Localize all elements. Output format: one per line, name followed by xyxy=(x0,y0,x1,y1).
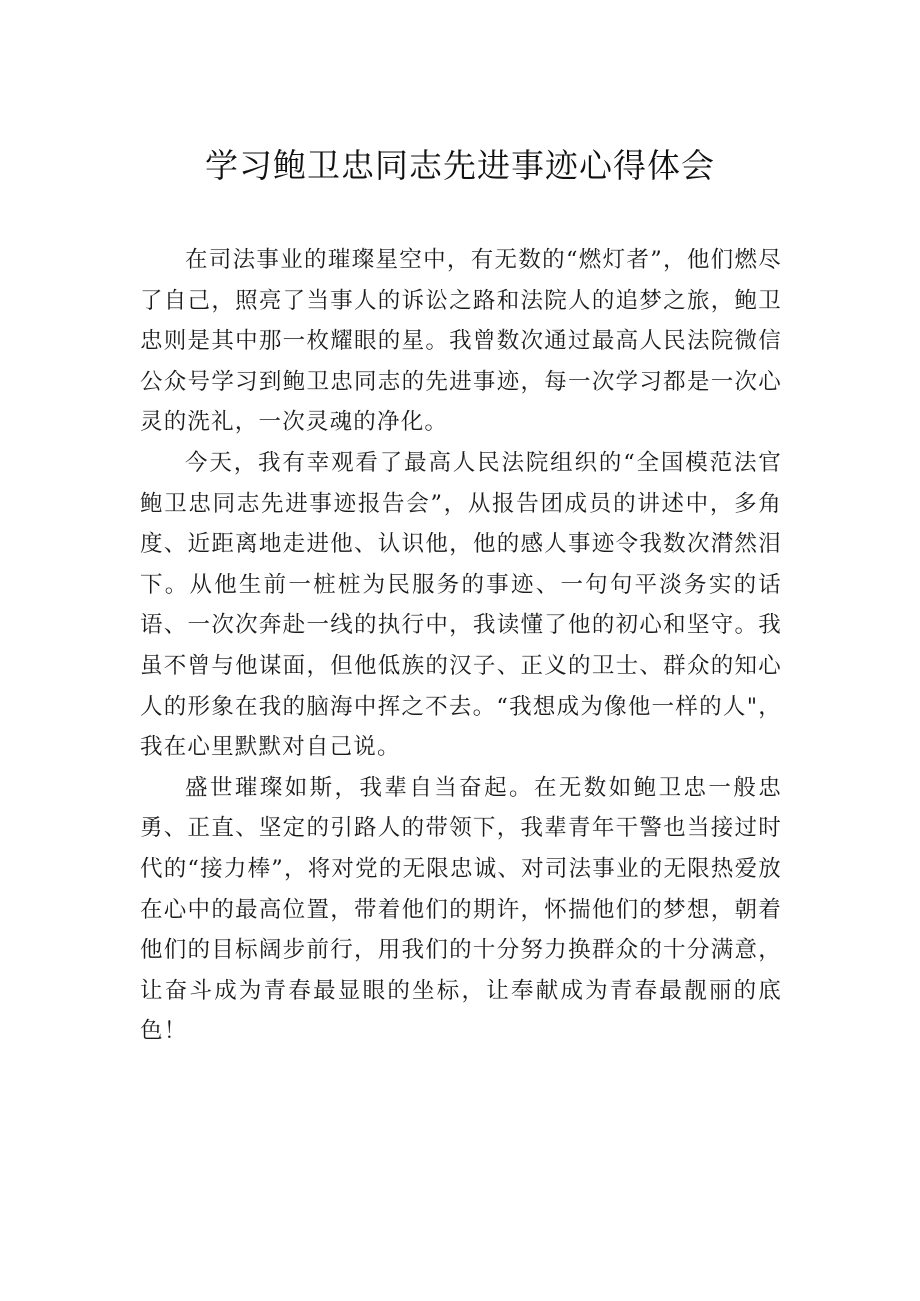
paragraph-1: 在司法事业的璀璨星空中，有无数的“燃灯者”，他们燃尽了自己，照亮了当事人的诉讼之路和法院人的追梦之旅，鲍卫忠则是其中那一枚耀眼的星。我曾数次通过最高人民法院微信公众号学习到鲍卫忠同志的先进事迹，每一次学习都是一次心灵的洗礼，一次灵魂的净化。 xyxy=(140,247,782,436)
paragraph-2: 今天，我有幸观看了最高人民法院组织的“全国模范法官鲍卫忠同志先进事迹报告会”，从报告团成员的讲述中，多角度、近距离地走进他、认识他，他的感人事迹令我数次潸然泪下。从他生前一桩桩为民服务的事迹、一句句平淡务实的话语、一次次奔赴一线的执行中，我读懂了他的初心和坚守。我虽不曾与他谋面，但他低族的汉子、正义的卫士、群众的知心人的形象在我的脑海中挥之不去。“我想成为像他一样的人"，我在心里默默对自己说。 xyxy=(140,449,782,761)
paragraph-3: 盛世璀璨如斯，我辈自当奋起。在无数如鲍卫忠一般忠勇、正直、坚定的引路人的带领下，我辈青年干警也当接过时代的“接力棒”，将对党的无限忠诚、对司法事业的无限热爱放在心中的最高位置，带着他们的期许，怀揣他们的梦想，朝着他们的目标阔步前行，用我们的十分努力换群众的十分满意，让奋斗成为青春最显眼的坐标，让奉献成为青春最靓丽的底色！ xyxy=(140,774,782,1045)
document-body xyxy=(140,240,782,1052)
page-title: 学习鲍卫忠同志先进事迹心得体会 xyxy=(205,146,715,185)
